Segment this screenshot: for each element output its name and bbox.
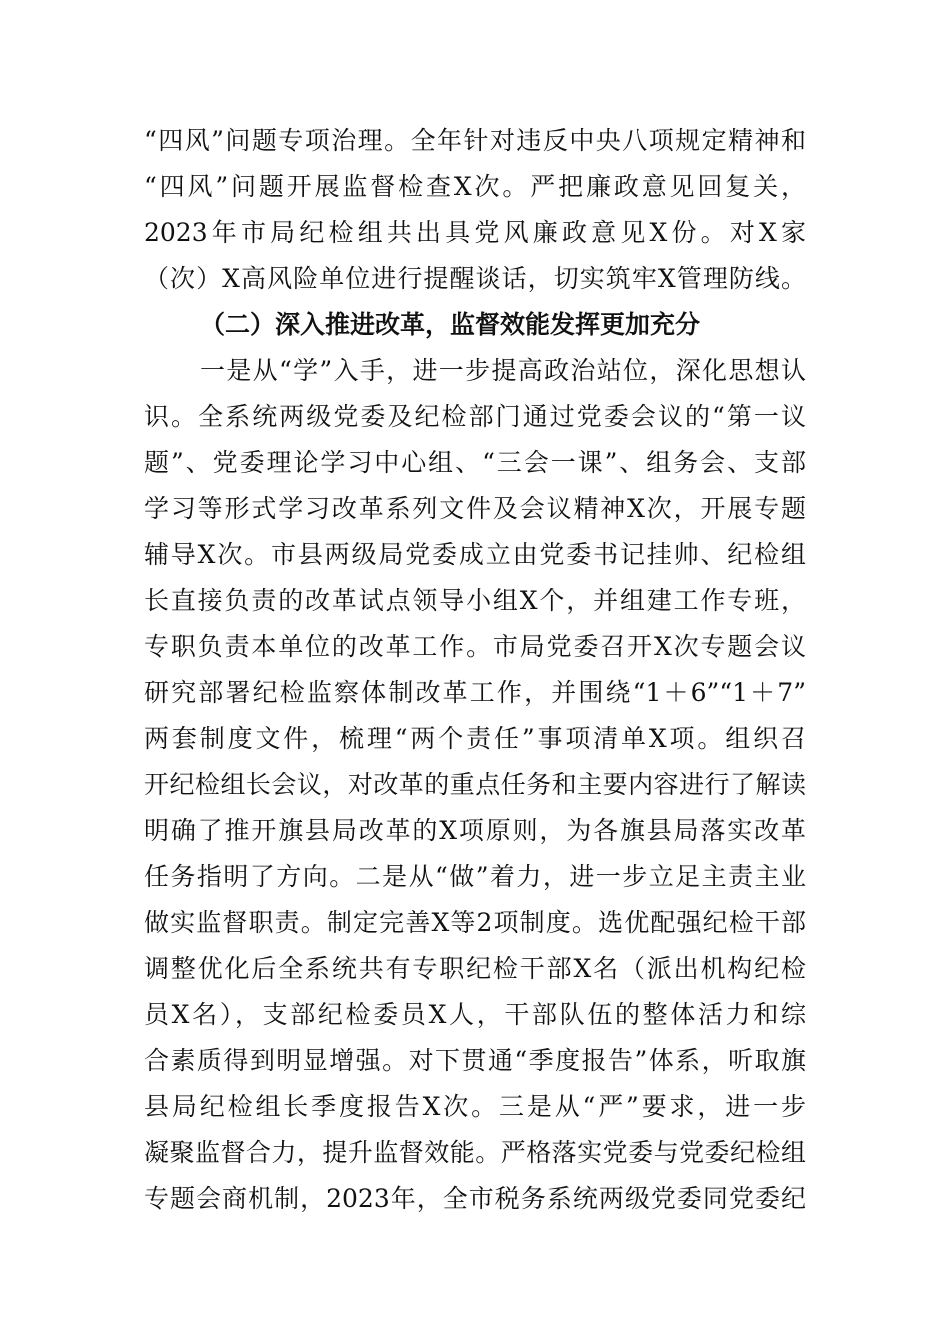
paragraph-line: 辅导X次。市县两级局党委成立由党委书记挂帅、纪检组 [144, 540, 806, 569]
paragraph-line: 县局纪检组长季度报告X次。三是从“严”要求，进一步 [144, 1092, 806, 1121]
paragraph-line: 专职负责本单位的改革工作。市局党委召开X次专题会议 [144, 632, 806, 661]
paragraph-line: （次）X高风险单位进行提醒谈话，切实筑牢X管理防线。 [144, 264, 806, 293]
paragraph-line: 做实监督职责。制定完善X等2项制度。选优配强纪检干部 [144, 908, 806, 937]
paragraph-line: 明确了推开旗县局改革的X项原则，为各旗县局落实改革 [144, 816, 806, 845]
paragraph-line: 员X名），支部纪检委员X人，干部队伍的整体活力和综 [144, 1000, 806, 1029]
paragraph-line: 学习等形式学习改革系列文件及会议精神X次，开展专题 [144, 494, 806, 523]
paragraph-line: 开纪检组长会议，对改革的重点任务和主要内容进行了解读 [144, 770, 806, 799]
paragraph-line: 任务指明了方向。二是从“做”着力，进一步立足主责主业 [144, 862, 806, 891]
paragraph-line: 一是从“学”入手，进一步提高政治站位，深化思想认 [200, 356, 806, 385]
paragraph-line: 专题会商机制，2023年，全市税务系统两级党委同党委纪 [144, 1184, 806, 1213]
paragraph-line: 凝聚监督合力，提升监督效能。严格落实党委与党委纪检组 [144, 1138, 806, 1167]
paragraph-line: “四风”问题专项治理。全年针对违反中央八项规定精神和 [144, 126, 806, 155]
paragraph-line: 长直接负责的改革试点领导小组X个，并组建工作专班， [144, 586, 806, 615]
paragraph-line: 合素质得到明显增强。对下贯通“季度报告”体系，听取旗 [144, 1046, 806, 1075]
paragraph-line: 调整优化后全系统共有专职纪检干部X名（派出机构纪检 [144, 954, 806, 983]
paragraph-line: 识。全系统两级党委及纪检部门通过党委会议的“第一议 [144, 402, 806, 431]
paragraph-line: “四风”问题开展监督检查X次。严把廉政意见回复关， [144, 172, 806, 201]
paragraph-line: 两套制度文件，梳理“两个责任”事项清单X项。组织召 [144, 724, 806, 753]
section-heading: （二）深入推进改革，监督效能发挥更加充分 [200, 310, 701, 339]
paragraph-line: 2023年市局纪检组共出具党风廉政意见X份。对X家 [144, 218, 806, 247]
paragraph-line: 研究部署纪检监察体制改革工作，并围绕“1＋6”“1＋7” [144, 678, 806, 707]
paragraph-line: 题”、党委理论学习中心组、“三会一课”、组务会、支部 [144, 448, 806, 477]
